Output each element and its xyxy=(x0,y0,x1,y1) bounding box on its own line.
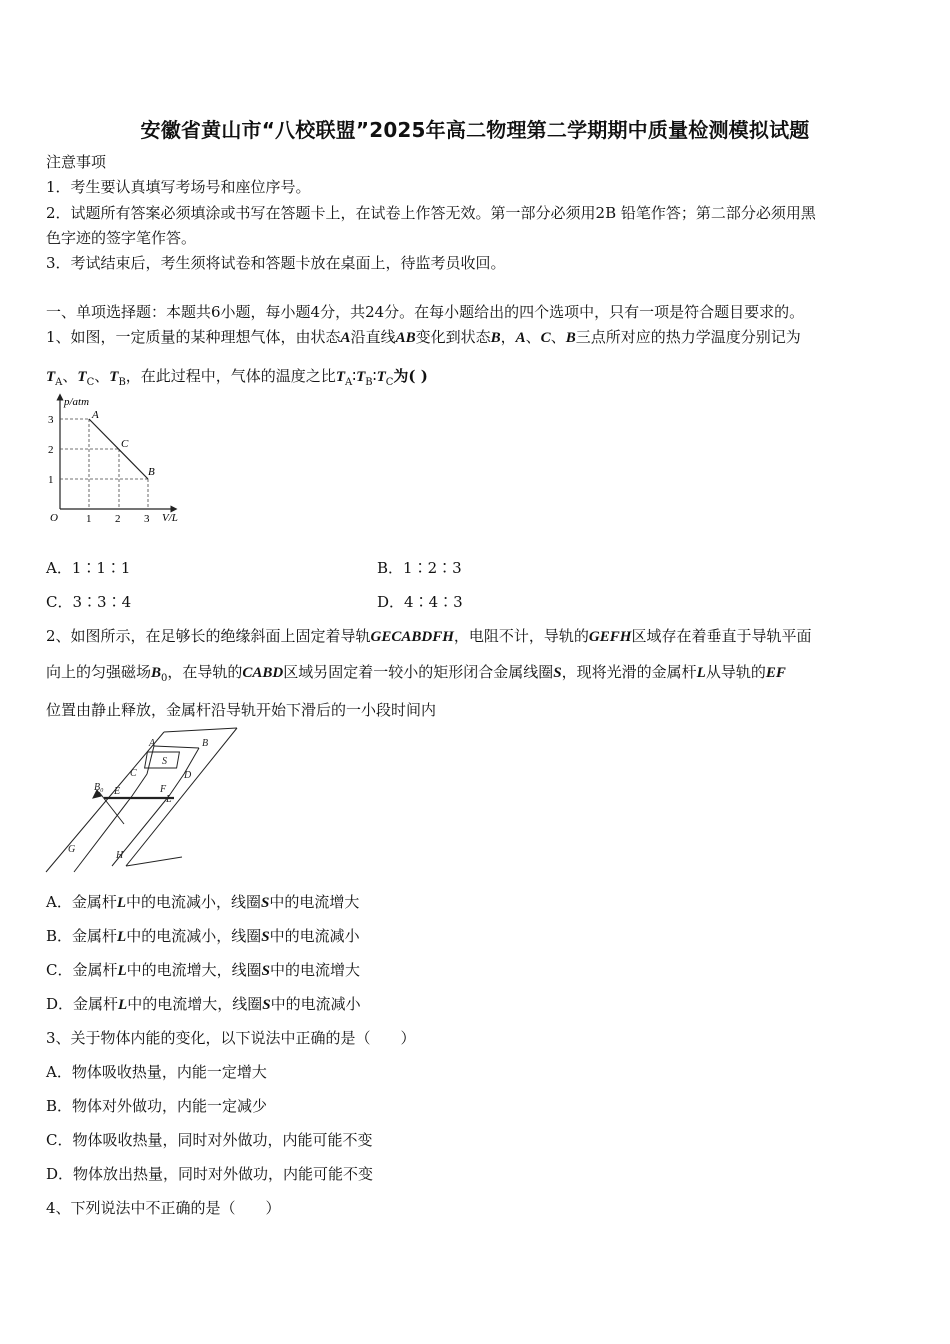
q2-option-d[interactable]: D．金属杆L中的电流增大，线圈S中的电流减小 xyxy=(46,995,361,1013)
notice-item: 2．试题所有答案必须填涂或书写在答题卡上，在试卷上作答无效。第一部分必须用2B 铅笔作答；第二部分必须用黑 xyxy=(46,204,816,222)
fig-label: E xyxy=(114,786,121,797)
q3-option-a[interactable]: A．物体吸收热量，内能一定增大 xyxy=(46,1063,267,1081)
q4-stem: 4、下列说法中不正确的是（ ） xyxy=(46,1199,281,1217)
grid-lines xyxy=(60,419,148,509)
q3-stem: 3、关于物体内能的变化，以下说法中正确的是（ ） xyxy=(46,1029,416,1047)
q1-option-d[interactable]: D．4∶4∶3 xyxy=(377,593,463,611)
fig-label: H xyxy=(116,850,124,861)
point-label-c: C xyxy=(121,438,129,450)
fig-label: F xyxy=(160,784,167,795)
q2-option-b[interactable]: B．金属杆L中的电流减小，线圈S中的电流减小 xyxy=(46,927,360,945)
q1-option-c[interactable]: C．3∶3∶4 xyxy=(46,593,132,611)
q2-option-a[interactable]: A．金属杆L中的电流减小，线圈S中的电流增大 xyxy=(46,893,360,911)
page-title: 安徽省黄山市“八校联盟”2025年高二物理第二学期期中质量检测模拟试题 xyxy=(140,118,810,142)
q3-option-c[interactable]: C．物体吸收热量，同时对外做功，内能可能不变 xyxy=(46,1131,373,1149)
notice-item: 3．考试结束后，考生须将试卷和答题卡放在桌面上，待监考员收回。 xyxy=(46,254,506,272)
y-tick: 3 xyxy=(48,414,54,426)
fig-label: A xyxy=(149,738,156,749)
fig-label: L xyxy=(166,794,172,805)
point-label-a: A xyxy=(92,409,99,421)
fig-label: B xyxy=(202,738,209,749)
rail-figure xyxy=(44,726,244,876)
q2-line2: 向上的匀强磁场$B_0$，在导轨的CABD区域另固定着一较小的矩形闭合金属线圈S，现将光滑的金属杆L从导轨的EF xyxy=(46,663,786,684)
q1-option-b[interactable]: B．1∶2∶3 xyxy=(377,559,462,577)
section-heading: 一、单项选择题：本题共6小题，每小题4分，共24分。在每小题给出的四个选项中，只有一项是符合题目要求的。 xyxy=(46,303,805,321)
x-tick: 2 xyxy=(115,513,121,525)
q1-option-a[interactable]: A．1∶1∶1 xyxy=(46,559,131,577)
fig-label: C xyxy=(130,768,137,779)
y-tick: 1 xyxy=(48,474,54,486)
q1-line1: 1、如图，一定质量的某种理想气体，由状态A沿直线AB变化到状态B，A、C、B三点所对应的热力学温度分别记为 xyxy=(46,328,801,346)
q2-line3: 位置由静止释放，金属杆沿导轨开始下滑后的一小段时间内 xyxy=(46,701,437,719)
origin-label: O xyxy=(50,512,58,524)
notice-item: 色字迹的签字笔作答。 xyxy=(46,229,197,247)
point-label-b: B xyxy=(148,466,155,478)
fig-label: S xyxy=(162,756,167,767)
y-axis-label: p/atm xyxy=(64,396,90,408)
pv-graph xyxy=(44,393,194,528)
q1-line2: $T_A$、$T_C$、$T_B$，在此过程中，气体的温度之比$T_A∶T_B∶T_C$为( ) xyxy=(46,367,428,388)
notice-heading: 注意事项 xyxy=(46,153,107,171)
fig-label: D xyxy=(184,770,192,781)
q3-option-b[interactable]: B．物体对外做功，内能一定减少 xyxy=(46,1097,268,1115)
x-tick: 3 xyxy=(144,513,150,525)
q2-option-c[interactable]: C．金属杆L中的电流增大，线圈S中的电流增大 xyxy=(46,961,361,979)
y-tick: 2 xyxy=(48,444,54,456)
x-axis-label: V/L xyxy=(162,512,178,524)
fig-label: G xyxy=(68,844,76,855)
q2-line1: 2、如图所示，在足够长的绝缘斜面上固定着导轨GECABDFH，电阻不计，导轨的GEFH区域存在着垂直于导轨平面 xyxy=(46,627,812,645)
notice-item: 1．考生要认真填写考场号和座位序号。 xyxy=(46,178,311,196)
x-tick: 1 xyxy=(86,513,92,525)
q3-option-d[interactable]: D．物体放出热量，同时对外做功，内能可能不变 xyxy=(46,1165,374,1183)
fig-label: B₀ xyxy=(94,782,104,793)
